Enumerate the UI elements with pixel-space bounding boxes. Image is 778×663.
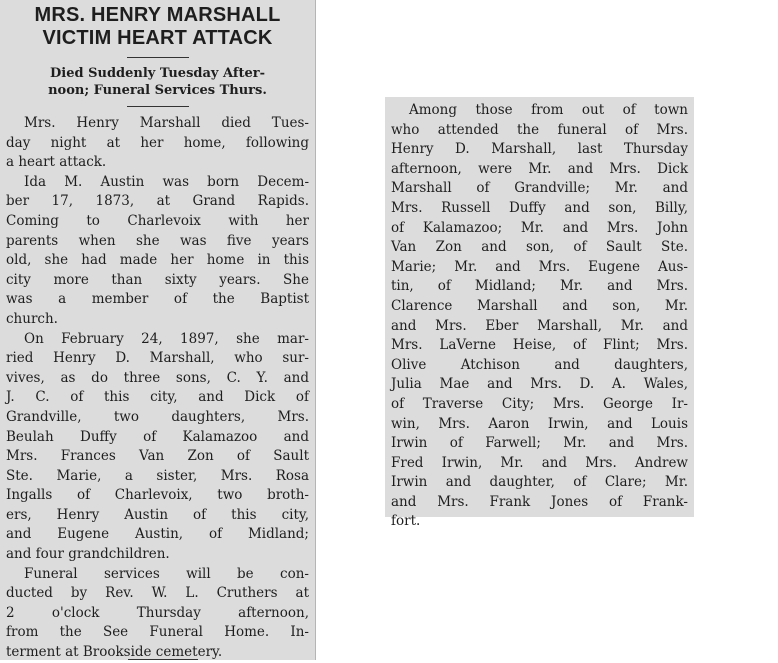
text-line: church. — [6, 310, 58, 327]
text-line: and Mrs. Frank Jones of Frank- — [391, 493, 688, 510]
text-line: win, Mrs. Aaron Irwin, and Louis — [391, 415, 688, 432]
text-line: and Eugene Austin, of Midland; — [6, 526, 309, 543]
subheadline-line: Died Suddenly Tuesday After- — [50, 66, 265, 81]
headline-line: MRS. HENRY MARSHALL — [34, 4, 281, 26]
text-line: Mrs. Frances Van Zon of Sault — [6, 448, 309, 465]
text-line: Julia Mae and Mrs. D. A. Wales, — [391, 376, 688, 393]
text-line: Irwin of Farwell; Mr. and Mrs. — [391, 435, 688, 452]
text-line: Funeral services will be con- — [24, 565, 309, 582]
text-line: fort. — [391, 513, 421, 530]
text-line: Beulah Duffy of Kalamazoo and — [6, 428, 309, 445]
text-line: a heart attack. — [6, 154, 107, 171]
paragraph — [6, 114, 309, 173]
text-line: ers, Henry Austin of this city, — [6, 506, 309, 523]
text-line: city more than sixty years. She — [6, 271, 309, 288]
text-line: of Traverse City; Mrs. George Ir- — [391, 395, 688, 412]
text-line: Mrs. Russell Duffy and son, Billy, — [391, 199, 688, 216]
text-line: ber 17, 1873, at Grand Rapids. — [6, 193, 309, 210]
text-line: Irwin and daughter, of Clare; Mr. — [391, 474, 688, 491]
text-line: Olive Atchison and daughters, — [391, 356, 688, 373]
subheadline-line: noon; Funeral Services Thurs. — [48, 83, 267, 98]
text-line: afternoon, were Mr. and Mrs. Dick — [391, 160, 688, 177]
text-line: Marshall of Grandville; Mr. and — [391, 180, 688, 197]
text-line: J. C. of this city, and Dick of — [6, 389, 309, 406]
text-line: Ingalls of Charlevoix, two broth- — [6, 487, 309, 504]
paragraph — [391, 101, 688, 532]
text-line: Van Zon and son, of Sault Ste. — [391, 239, 688, 256]
text-line: from the See Funeral Home. In- — [6, 624, 309, 641]
obituary-body — [6, 114, 309, 663]
attendees-body — [391, 101, 688, 532]
text-line: Henry D. Marshall, last Thursday — [391, 141, 688, 158]
obituary-clipping — [0, 0, 316, 660]
text-line: Mrs. LaVerne Heise, of Flint; Mrs. — [391, 337, 688, 354]
funeral-attendees-clipping — [385, 97, 694, 530]
text-line: parents when she was five years — [6, 232, 309, 249]
text-line: Marie; Mr. and Mrs. Eugene Aus- — [391, 258, 688, 275]
paragraph — [6, 173, 309, 330]
text-line: of Kalamazoo; Mr. and Mrs. John — [391, 219, 688, 236]
text-line: vives, as do three sons, C. Y. and — [6, 369, 309, 386]
text-line: and Mrs. Eber Marshall, Mr. and — [391, 317, 688, 334]
text-line: Among those from out of town — [409, 102, 688, 118]
text-line: ried Henry D. Marshall, who sur- — [6, 350, 309, 367]
text-line: Coming to Charlevoix with her — [6, 212, 309, 229]
text-line: was a member of the Baptist — [6, 291, 309, 308]
text-line: and four grandchildren. — [6, 546, 170, 563]
subheadline-rule — [127, 106, 189, 107]
paragraph — [6, 565, 309, 663]
text-line: Mrs. Henry Marshall died Tues- — [24, 115, 309, 131]
text-line: Ste. Marie, a sister, Mrs. Rosa — [6, 467, 309, 484]
text-line: Clarence Marshall and son, Mr. — [391, 297, 688, 314]
text-line: On February 24, 1897, she mar- — [24, 330, 309, 347]
text-line: old, she had made her home in this — [6, 252, 309, 269]
text-line: 2 o'clock Thursday afternoon, — [6, 604, 309, 621]
headline-rule — [127, 57, 189, 58]
text-line: Fred Irwin, Mr. and Mrs. Andrew — [391, 454, 688, 471]
paragraph — [6, 330, 309, 565]
text-line: terment at Brookside cemetery. — [6, 644, 223, 661]
text-line: Ida M. Austin was born Decem- — [24, 173, 309, 190]
text-line: ducted by Rev. W. L. Cruthers at — [6, 585, 309, 602]
headline — [6, 4, 309, 50]
headline-line: VICTIM HEART ATTACK — [42, 27, 273, 49]
subheadline — [6, 65, 309, 99]
text-line: who attended the funeral of Mrs. — [391, 121, 688, 138]
text-line: day night at her home, following — [6, 134, 309, 151]
text-line: Grandville, two daughters, Mrs. — [6, 408, 309, 425]
text-line: tin, of Midland; Mr. and Mrs. — [391, 278, 688, 295]
